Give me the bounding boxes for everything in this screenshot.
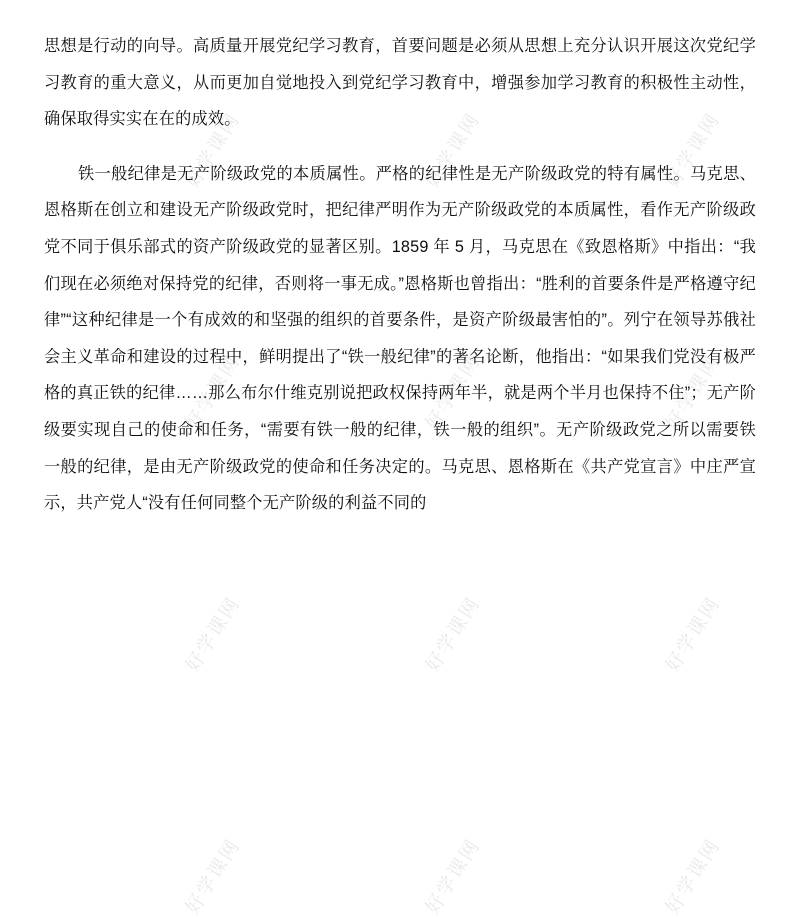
watermark-text: 好学课网 xyxy=(182,835,245,918)
paragraph: 铁一般纪律是无产阶级政党的本质属性。严格的纪律性是无产阶级政党的特有属性。马克思、恩格斯在创立和建设无产阶级政党时，把纪律严明作为无产阶级政党的本质属性，看作无产阶级政党不同于俱乐部式的资产阶级政党的显著区别。1859 年 5 月，马克思在《致恩格斯》中指出：“我们现在必须绝对保持党的纪律，否则将一事无成。”恩格斯也曾指出：“胜利的首要条件是严格遵守纪律”“这种纪律是一个有成效的和坚强的组织的首要条件，是资产阶级最害怕的”。列宁在领导苏俄社会主义革命和建设的过程中，鲜明提出了“铁一般纪律”的著名论断，他指出：“如果我们党没有极严格的真正铁的纪律……那么布尔什维克别说把政权保持两年半，就是两个半月也保持不住”；无产阶级要实现自己的使命和任务，“需要有铁一般的纪律，铁一般的组织”。无产阶级政党之所以需要铁一般的纪律，是由无产阶级政党的使命和任务决定的。马克思、恩格斯在《共产党宣言》中庄严宣示，共产党人“没有任何同整个无产阶级的利益不同的 xyxy=(44,164,756,513)
watermark-text: 好学课网 xyxy=(422,593,485,676)
watermark-text: 好学课网 xyxy=(182,351,245,434)
document-body xyxy=(44,28,756,522)
watermark-text: 好学课网 xyxy=(422,351,485,434)
watermark-text: 好学课网 xyxy=(662,351,725,434)
watermark-text: 好学课网 xyxy=(182,109,245,192)
watermark-text: 好学课网 xyxy=(662,835,725,918)
paragraph: 思想是行动的向导。高质量开展党纪学习教育，首要问题是必须从思想上充分认识开展这次党纪学习教育的重大意义，从而更加自觉地投入到党纪学习教育中，增强参加学习教育的积极性主动性，确保取得实实在在的成效。 xyxy=(44,37,756,129)
watermark-text: 好学课网 xyxy=(422,109,485,192)
watermark-text: 好学课网 xyxy=(662,109,725,192)
watermark-text: 好学课网 xyxy=(422,835,485,918)
watermark-text: 好学课网 xyxy=(182,593,245,676)
watermark-text: 好学课网 xyxy=(662,593,725,676)
